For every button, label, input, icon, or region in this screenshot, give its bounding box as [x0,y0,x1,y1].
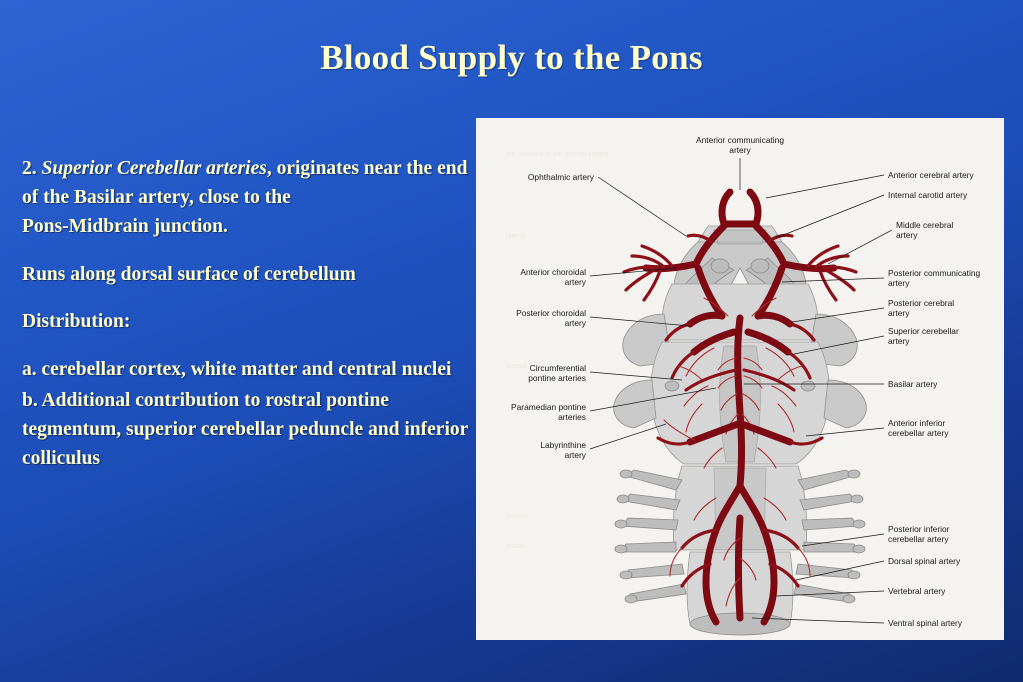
svg-text:Anterior cerebral artery: Anterior cerebral artery [888,170,974,180]
svg-text:ventral: ventral [506,513,528,520]
svg-text:Posterior choroidal: Posterior choroidal [516,308,586,318]
svg-text:artery: artery [564,277,586,287]
label-labyrinthine-artery [540,424,666,460]
svg-text:artery: artery [564,450,586,460]
svg-text:Circumferential: Circumferential [529,363,586,373]
svg-text:pontine arteries: pontine arteries [528,373,586,383]
svg-text:cerebellar artery: cerebellar artery [888,428,949,438]
bullet-runs-along: Runs along dorsal surface of cerebellum [22,263,356,285]
svg-text:dorsal: dorsal [506,543,526,550]
svg-text:Anterior communicating: Anterior communicating [696,135,784,145]
svg-text:Basilar artery: Basilar artery [888,379,938,389]
arterial-supply-brainstem-diagram [476,118,1004,640]
svg-text:artery: artery [564,318,586,328]
svg-text:medial: medial [506,363,527,370]
svg-text:Anterior inferior: Anterior inferior [888,418,946,428]
bullet-2-line [22,155,474,213]
svg-text:Labyrinthine: Labyrinthine [540,440,586,450]
svg-text:Middle cerebral: Middle cerebral [896,220,954,230]
svg-text:lateral: lateral [506,233,526,240]
svg-text:the sections of the arterial s: the sections of the arterial supply [506,151,609,158]
svg-text:Internal carotid artery: Internal carotid artery [888,190,968,200]
svg-text:Anterior choroidal: Anterior choroidal [520,267,586,277]
bullet-distribution-a: a. cerebellar cortex, white matter and central nuclei [22,359,452,381]
body-text-block [22,155,474,474]
label-ophthalmic-artery [528,172,686,236]
bullet-term: Superior Cerebellar arteries [41,158,267,179]
background-watermark [506,151,609,550]
svg-text:artery: artery [888,308,910,318]
svg-text:Posterior cerebral: Posterior cerebral [888,298,955,308]
svg-text:Ophthalmic artery: Ophthalmic artery [527,172,594,182]
bullet-2-line2: Pons-Midbrain junction. [22,215,228,237]
bullet-distribution-b: b. Additional contribution to rostral pontine tegmentum, superior cerebellar peduncle and inferior colliculus [22,390,468,469]
label-anterior-communicating-artery [696,135,784,190]
svg-text:Vertebral artery: Vertebral artery [888,586,946,596]
svg-text:artery: artery [729,145,751,155]
svg-text:arteries: arteries [558,412,586,422]
svg-text:artery: artery [888,336,910,346]
svg-text:Paramedian pontine: Paramedian pontine [511,402,586,412]
svg-text:artery: artery [888,278,910,288]
svg-text:Dorsal spinal artery: Dorsal spinal artery [888,556,961,566]
svg-text:Ventral spinal artery: Ventral spinal artery [888,618,963,628]
svg-text:Posterior inferior: Posterior inferior [888,524,950,534]
page-title: Blood Supply to the Pons [320,38,703,77]
bullet-rest: , originates near the end of the Basilar artery, close to the [22,158,468,208]
svg-text:Posterior communicating: Posterior communicating [888,268,981,278]
svg-text:cerebellar artery: cerebellar artery [888,534,949,544]
label-anterior-inferior-cerebellar-artery [806,418,949,438]
label-internal-carotid-artery [776,190,968,238]
svg-text:artery: artery [896,230,918,240]
bullet-number: 2. [22,158,37,179]
bullet-distribution-heading: Distribution: [22,311,131,333]
svg-text:Superior cerebellar: Superior cerebellar [888,326,959,336]
